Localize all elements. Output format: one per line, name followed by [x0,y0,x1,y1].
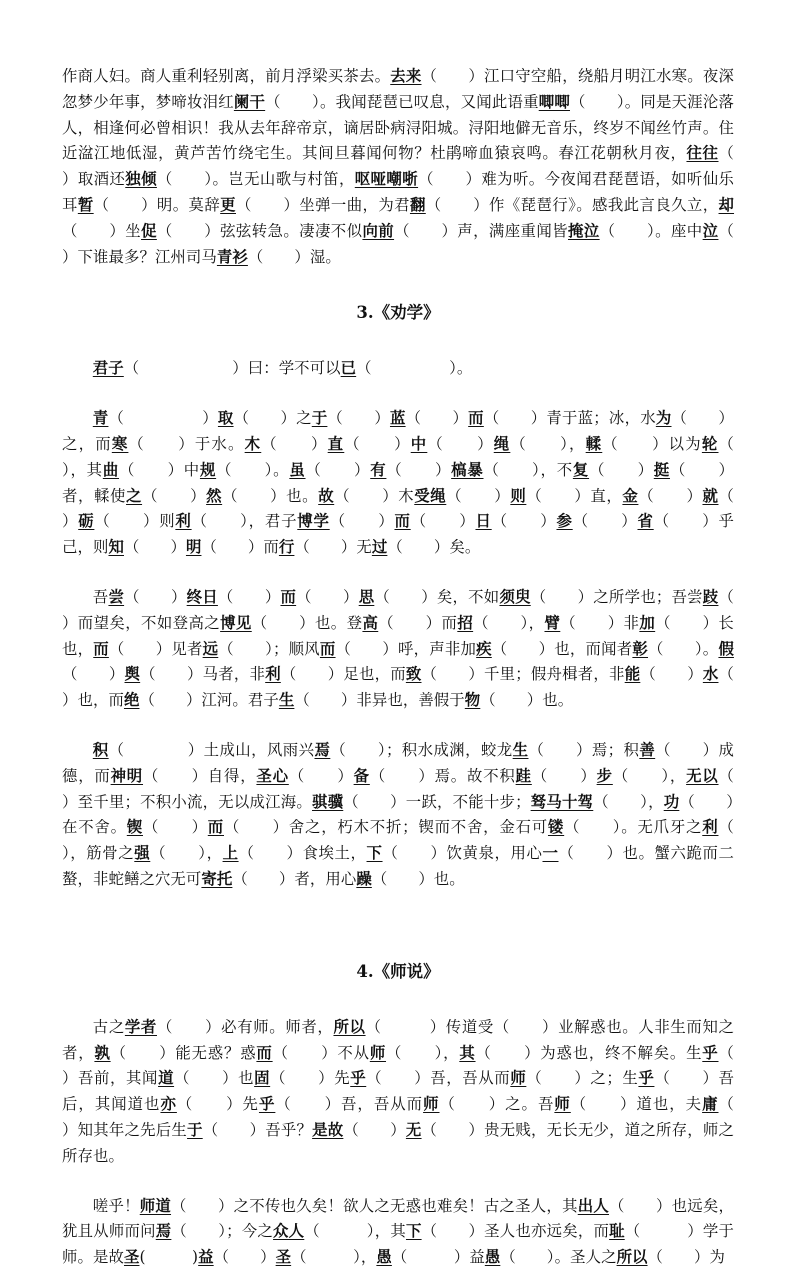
key-term: 益 [198,1248,214,1267]
key-term: 无 [405,1120,422,1139]
key-term: 而 [93,639,109,658]
key-term: 参 [556,512,573,531]
key-term: 直 [327,434,345,453]
key-term: 更 [220,195,236,214]
key-term: 独倾 [125,170,157,189]
key-term: 固 [254,1069,271,1088]
key-term: 所以 [616,1248,648,1267]
key-term: 水 [702,665,719,684]
key-term: 舆 [124,665,141,684]
key-term: 跬 [515,766,532,785]
key-term: 众人 [273,1222,305,1241]
key-term: 师道 [139,1196,172,1215]
key-term: 骐骥 [312,792,344,811]
key-term: 锲 [126,818,143,837]
key-term: 神明 [110,766,144,785]
key-term: 乎 [258,1095,276,1114]
key-term: 故 [318,486,335,505]
key-term: 已 [340,359,357,378]
key-term: 然 [206,486,223,505]
key-term: 焉 [314,740,331,759]
key-term: 圣 [275,1248,292,1267]
key-term: 于 [311,409,328,428]
key-term: 去来 [390,67,422,85]
key-term: 则 [510,486,527,505]
key-term: 疾 [476,639,492,658]
shishuo-paragraph-1: 古之学者（ ）必有师。师者，所以（ ）传道受（ ）业解惑也。人非生而知之者，孰（ ）能无惑？惑而（ ）不从师（ ），其（ ）为惑也，终不解矣。生乎（ ）吾前，其闻道（ ）也固（ ）先乎（ ）吾，吾从而师（ ）之；生乎（ ）吾后，其闻道也亦（ ）先乎（ ）吾，吾从而师（ ）之。吾师（ ）道也，夫庸（ ）知其年之先后生于（ ）吾乎？是故（ ）无（ ）贵无贱，无长无少，道之所存，师之所存也。 [62,1017,765,1165]
key-term: 假 [718,639,734,658]
key-term: 轮 [701,434,719,453]
key-term: 高 [362,613,379,632]
key-term: 泣 [702,221,719,240]
key-term: 博见 [220,613,252,632]
key-term: 所以 [333,1017,366,1036]
key-term: 是故 [312,1120,344,1139]
key-term: 翻 [409,195,426,214]
key-term: 物 [464,691,481,710]
key-term: 学者 [124,1017,157,1036]
key-term: 呕哑嘲哳 [354,170,419,189]
key-term: 中 [410,434,428,453]
key-term: 向前 [362,221,395,240]
key-term: 孰 [94,1043,111,1062]
key-term: 乎 [638,1069,655,1088]
key-term: 寄托 [201,869,233,888]
key-term: 博学 [297,512,330,531]
key-term: 愚 [484,1248,501,1267]
key-term: 亦 [160,1095,177,1114]
key-term: 挺 [653,460,670,479]
key-term: 为 [655,409,672,428]
key-term: 绝 [123,691,140,710]
key-term: 复 [572,460,590,479]
key-term: 一 [542,844,559,863]
key-term: 知 [108,538,124,557]
key-term: 备 [353,766,370,785]
quanxue-paragraph-1: 君子（ ）曰：学不可以已（ ）。 [92,359,473,378]
key-term: 圣心 [256,766,289,785]
key-term: 而 [468,409,484,428]
key-term: 跂 [702,587,719,606]
key-term: 而 [256,1043,273,1062]
key-term: 彰 [632,639,649,658]
key-term: 思 [358,587,375,606]
key-term: 规 [199,460,217,479]
key-term: 上 [222,844,239,863]
key-term: 暂 [77,195,94,214]
key-term: 焉 [155,1222,172,1241]
key-term: 省 [637,512,654,531]
key-term: 乎 [702,1043,719,1062]
key-term: 道 [158,1069,175,1088]
key-term: 槁暴 [451,460,484,479]
key-term: 寒 [111,434,129,453]
key-term: 师 [510,1069,527,1088]
key-term: 积 [92,740,109,759]
key-term: 圣 [123,1248,140,1267]
key-term: 君子 [92,359,124,378]
key-term: 生 [278,691,295,710]
key-term: 明 [185,538,202,557]
key-term: 曲 [102,460,120,479]
section-title-shishuo: 4.《师说》 [356,961,440,981]
key-term: 师 [423,1095,440,1114]
key-term: 日 [475,512,492,531]
key-term: 强 [134,844,151,863]
key-term: 之 [126,486,143,505]
key-term: 有 [370,460,387,479]
key-term: 加 [639,613,656,632]
key-term: 虽 [289,460,306,479]
passage-pipa-xing-continued: 作商人妇。商人重利轻别离，前月浮梁买茶去。去来（ ）江口守空船，绕船月明江水寒。夜深忽梦少年事，梦啼妆泪红阑干（ ）。我闻琵琶已叹息，又闻此语重唧唧（ ）。同是天涯沦落人，相逢何必曾相识！我从去年辞帝京，谪居卧病浔阳城。浔阳地僻无音乐，终岁不闻丝竹声。住近湓江地低湿，黄芦苦竹绕宅生。其间旦暮闻何物？杜鹃啼血猿哀鸣。春江花朝秋月夜，往往（ ）取酒还独倾（ ）。岂无山歌与村笛，呕哑嘲哳（ ）难为听。今夜闻君琵琶语，如听仙乐耳暂（ ）明。莫辞更（ ）坐弹一曲，为君翻（ ）作《琵琶行》。感我此言良久立，却（ ）坐促（ ）弦弦转急。凄凄不似向前（ ）声，满座重闻皆掩泣（ ）。座中泣（ ）下谁最多？江州司马青衫（ ）湿。 [62,67,765,266]
key-term: 功 [663,792,680,811]
key-term: 善 [639,740,656,759]
key-term: 取 [217,409,234,428]
key-term: 致 [405,665,422,684]
quanxue-paragraph-3: 吾尝（ ）终日（ ）而（ ）思（ ）矣，不如须臾（ ）之所学也；吾尝跂（ ）而望矣，不如登高之博见（ ）也。登高（ ）而招（ ），臂（ ）非加（ ）长也，而（ ）见者远（ ）；顺风而（ ）呼，声非加疾（ ）也，而闻者彰（ ）。假（ ）舆（ ）马者，非利（ ）足也，而致（ ）千里；假舟楫者，非能（ ）水（ ）也，而绝（ ）江河。君子生（ ）非异也，善假于物（ ）也。 [62,587,765,710]
key-term: 青衫 [216,247,248,266]
key-term: 青 [92,409,109,428]
key-term: 就 [702,486,719,505]
key-term: 绳 [493,434,511,453]
key-term: 下 [405,1222,422,1241]
key-term: 尝 [108,587,125,606]
key-term: 臂 [544,613,561,632]
key-term: 下 [366,844,383,863]
key-term: 却 [718,195,735,214]
key-term: 而 [394,512,411,531]
key-term: 蓝 [389,409,406,428]
key-term: 须臾 [499,587,531,606]
key-term: 能 [624,665,641,684]
document-page [62,64,765,1271]
key-term: 过 [371,538,388,557]
key-term: 终日 [186,587,218,606]
quanxue-paragraph-2: 青（ ）取（ ）之于（ ）蓝（ ）而（ ）青于蓝；冰，水为（ ）之，而寒（ ）于水。木（ ）直（ ）中（ ）绳（ ），輮（ ）以为轮（ ），其曲（ ）中规（ ）。虽（ ）有（ ）槁暴（ ），不复（ ）挺（ ）者，輮使之（ ）然（ ）也。故（ ）木受绳（ ）则（ ）直，金（ ）就（ ）砺（ ）则利（ ），君子博学（ ）而（ ）日（ ）参（ ）省（ ）乎己，则知（ ）明（ ）而行（ ）无过（ ）矣。 [62,409,765,557]
key-term: 阑干 [233,92,266,111]
key-term: 师 [369,1043,387,1062]
key-term: 受绳 [414,486,447,505]
key-term: 而 [280,587,297,606]
key-term: 驽马十驾 [530,792,594,811]
key-term: 利 [265,665,281,684]
key-term: 躁 [356,869,372,888]
key-term: 无以 [686,766,719,785]
key-term: 出人 [577,1196,610,1215]
key-term: 而 [319,639,336,658]
key-term: 利 [702,818,719,837]
key-term: 庸 [702,1095,719,1114]
key-term: 师 [554,1095,571,1114]
key-term: 往往 [686,144,719,163]
key-term: 而 [207,818,224,837]
key-term: 掩泣 [568,221,600,240]
key-term: 愚 [376,1248,392,1267]
key-term: 耻 [609,1222,625,1241]
key-term: 招 [457,613,474,632]
key-term: 生 [512,740,529,759]
key-term: 远 [202,639,219,658]
shishuo-paragraph-2: 嗟乎！师道（ ）之不传也久矣！欲人之无惑也难矣！古之圣人，其出人（ ）也远矣，犹且从师而问焉（ ）；今之众人（ ），其下（ ）圣人也亦远矣，而耻（ ）学于师。是故圣( )益（ ）圣（ ），愚（ ）益愚（ ）。圣人之所以（ ）为 [62,1196,734,1267]
key-term: 唧唧 [538,92,570,111]
section-title-quanxue: 3.《劝学》 [356,303,440,323]
key-term: 步 [596,766,613,785]
key-term: 镂 [547,818,565,837]
key-term: 促 [141,221,157,240]
quanxue-paragraph-4: 积（ ）土成山，风雨兴焉（ ）；积水成渊，蛟龙生（ ）焉；积善（ ）成德，而神明（ ）自得，圣心（ ）备（ ）焉。故不积跬（ ）步（ ），无以（ ）至千里；不积小流，无以成江海。骐骥（ ）一跃，不能十步；驽马十驾（ ），功（ ）在不舍。锲（ ）而（ ）舍之，朽木不折；锲而不舍，金石可镂（ ）。无爪牙之利（ ），筋骨之强（ ），上（ ）食埃土，下（ ）饮黄泉，用心一（ ）也。蟹六跪而二螯，非蛇鳝之穴无可寄托（ ）者，用心躁（ ）也。 [62,740,765,888]
key-term: 于 [187,1120,203,1139]
key-term: 砺 [78,512,95,531]
key-term: 輮 [585,434,603,453]
key-term: 行 [278,538,295,557]
key-term: 乎 [350,1069,367,1088]
key-term: 其 [459,1043,476,1062]
key-term: 木 [244,434,262,453]
key-term: 利 [175,512,192,531]
key-term: 金 [622,486,639,505]
